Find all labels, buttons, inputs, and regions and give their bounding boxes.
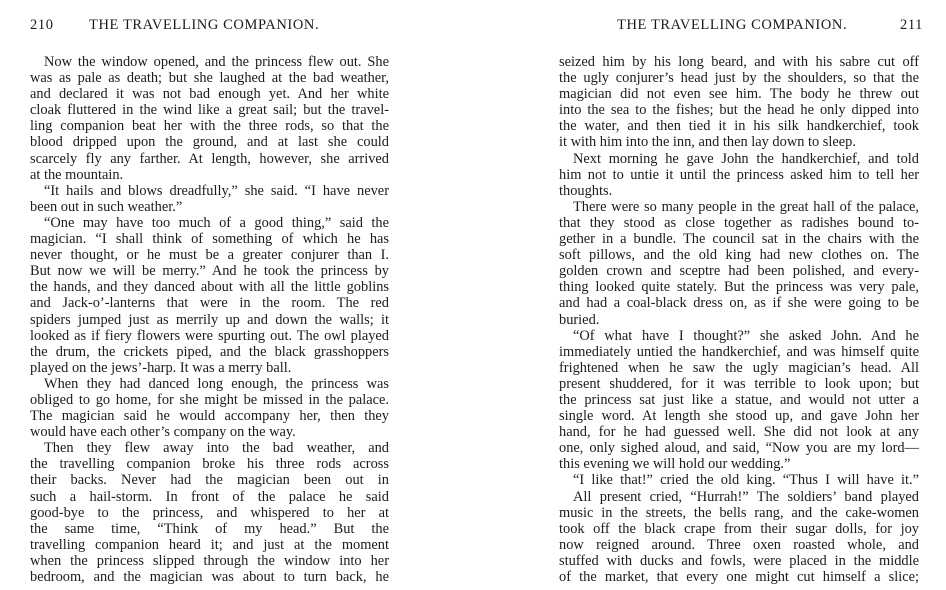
text-line: and declared it was not bad enough yet. And her white: [30, 86, 389, 103]
text-line: that they stood as close together as radishes bound to-: [559, 214, 919, 231]
text-line: played on the jews’-harp. It was a merry ball.: [30, 359, 292, 376]
text-line: never thought, or he must be a greater conjurer than I.: [30, 247, 389, 264]
text-line: “One may have too much of a good thing,” said the: [44, 214, 389, 231]
text-line: the ugly conjurer’s head just by the shoulders, so that the: [559, 70, 919, 87]
text-line: him not to untie it until the princess asked him to tell her: [559, 166, 919, 183]
text-line: “Of what have I thought?” she asked John. And he: [573, 327, 919, 344]
text-line: one, only sighed aloud, and said, “Now you are my lord—: [559, 440, 919, 457]
running-head-title: THE TRAVELLING COMPANION.: [89, 17, 320, 33]
text-line: magician did not even see him. The body he threw out: [559, 86, 919, 103]
text-line: would have each other’s company on the way.: [30, 424, 296, 441]
text-line: it with him into the inn, and then lay down to sleep.: [559, 134, 856, 151]
page-number: 210: [30, 17, 54, 33]
body-text: [30, 54, 389, 585]
text-line: and had a coal-black dress on, as if she were going to be: [559, 295, 919, 312]
text-line: took off the black crape from their sugar dolls, for joy: [559, 520, 919, 537]
text-line: looked as if fiery flowers were spurting out. The owl played: [30, 327, 389, 344]
text-line: bedroom, and the magician was about to turn back, he: [30, 569, 389, 585]
text-line: hand, for he had guessed well. She did not look at any: [559, 424, 919, 441]
text-line: ling companion beat her with the three rods, so that the: [30, 118, 389, 135]
text-line: frightened when he saw the ugly magician’s head. All: [559, 359, 919, 376]
right-page: [473, 0, 946, 590]
text-line: The magician said he would accompany her, then they: [30, 408, 389, 425]
text-line: blood dripped upon the ground, and at last she could: [30, 134, 389, 151]
text-line: into the sea to the fishes; but the head he only dipped into: [559, 102, 919, 119]
text-line: at the mountain.: [30, 166, 124, 183]
text-line: golden crown and sceptre had been polished, and every-: [559, 263, 919, 280]
text-line: buried.: [559, 311, 600, 328]
text-line: present shuddered, for it was terrible to look upon; but: [559, 375, 919, 392]
text-line: Then they flew away into the bad weather, and: [44, 440, 389, 457]
text-line: stuffed with ducks and fowls, were placed in the middle: [559, 552, 919, 569]
text-line: “It hails and blows dreadfully,” she said. “I have never: [44, 182, 389, 199]
text-line: Now the window opened, and the princess flew out. She: [44, 54, 389, 70]
text-line: soft pillows, and the old king had new clothes on. The: [559, 247, 919, 264]
text-line: good-bye to the princess, and whispered to her at: [30, 504, 389, 521]
text-line: the travelling companion broke his three rods across: [30, 456, 389, 473]
text-line: the same time, “Think of my head.” But the: [30, 520, 389, 537]
text-line: scarcely fly any farther. At length, however, she arrived: [30, 150, 389, 167]
text-line: their backs. Never had the magician been out in: [30, 472, 389, 489]
text-line: such a hail-storm. In front of the palace he said: [30, 488, 389, 505]
body-text: [559, 54, 919, 585]
text-line: immediately untied the handkerchief, and was himself quite: [559, 343, 919, 360]
running-head-title: THE TRAVELLING COMPANION.: [617, 17, 848, 33]
text-line: magician. “I shall think of something of which he has: [30, 231, 389, 248]
text-line: the princess sat just like a statue, and would not utter a: [559, 391, 919, 408]
text-line: and Jack-o’-lanterns that were in the room. The red: [30, 295, 389, 312]
text-line: this evening we will hold our wedding.”: [559, 456, 791, 473]
text-line: All present cried, “Hurrah!” The soldiers’ band played: [573, 488, 919, 505]
text-line: single word. At length she stood up, and gave John her: [559, 408, 919, 425]
text-line: the hands, and they danced about with all the little goblins: [30, 279, 389, 296]
text-line: now reigned around. Three oxen roasted whole, and: [559, 536, 919, 553]
text-line: of the market, that every one might cut himself a slice;: [559, 569, 919, 585]
text-line: Next morning he gave John the handkerchief, and told: [573, 150, 919, 167]
text-line: when the princess slipped through the window into her: [30, 552, 389, 569]
text-line: seized him by his long beard, and with his sabre cut off: [559, 54, 919, 70]
text-line: obliged to go home, for she might be missed in the palace.: [30, 391, 389, 408]
text-line: been out in such weather.”: [30, 198, 183, 215]
text-line: music in the streets, the bells rang, and the cake-women: [559, 504, 919, 521]
text-line: the drum, the crickets piped, and the black grasshoppers: [30, 343, 389, 360]
text-line: spiders jumped just as merrily up and down the walls; it: [30, 311, 389, 328]
page-number: 211: [900, 17, 924, 33]
text-line: thoughts.: [559, 182, 613, 199]
text-line: was as pale as death; but she laughed at the bad weather,: [30, 70, 389, 87]
text-line: gether in a bundle. The council sat in the chairs with the: [559, 231, 919, 248]
text-line: “I like that!” cried the old king. “Thus I will have it.”: [573, 472, 919, 489]
text-line: the water, and then tied it in his silk handkerchief, took: [559, 118, 919, 135]
text-line: When they had danced long enough, the princess was: [44, 375, 389, 392]
text-line: cloak fluttered in the wind like a great sail; but the travel-: [30, 102, 389, 119]
text-line: thing looked quite stately. But the princess was very pale,: [559, 279, 919, 296]
text-line: travelling companion heard it; and just at the moment: [30, 536, 389, 553]
text-line: There were so many people in the great hall of the palace,: [573, 198, 919, 215]
text-line: But now we will be merry.” And he took the princess by: [30, 263, 389, 280]
